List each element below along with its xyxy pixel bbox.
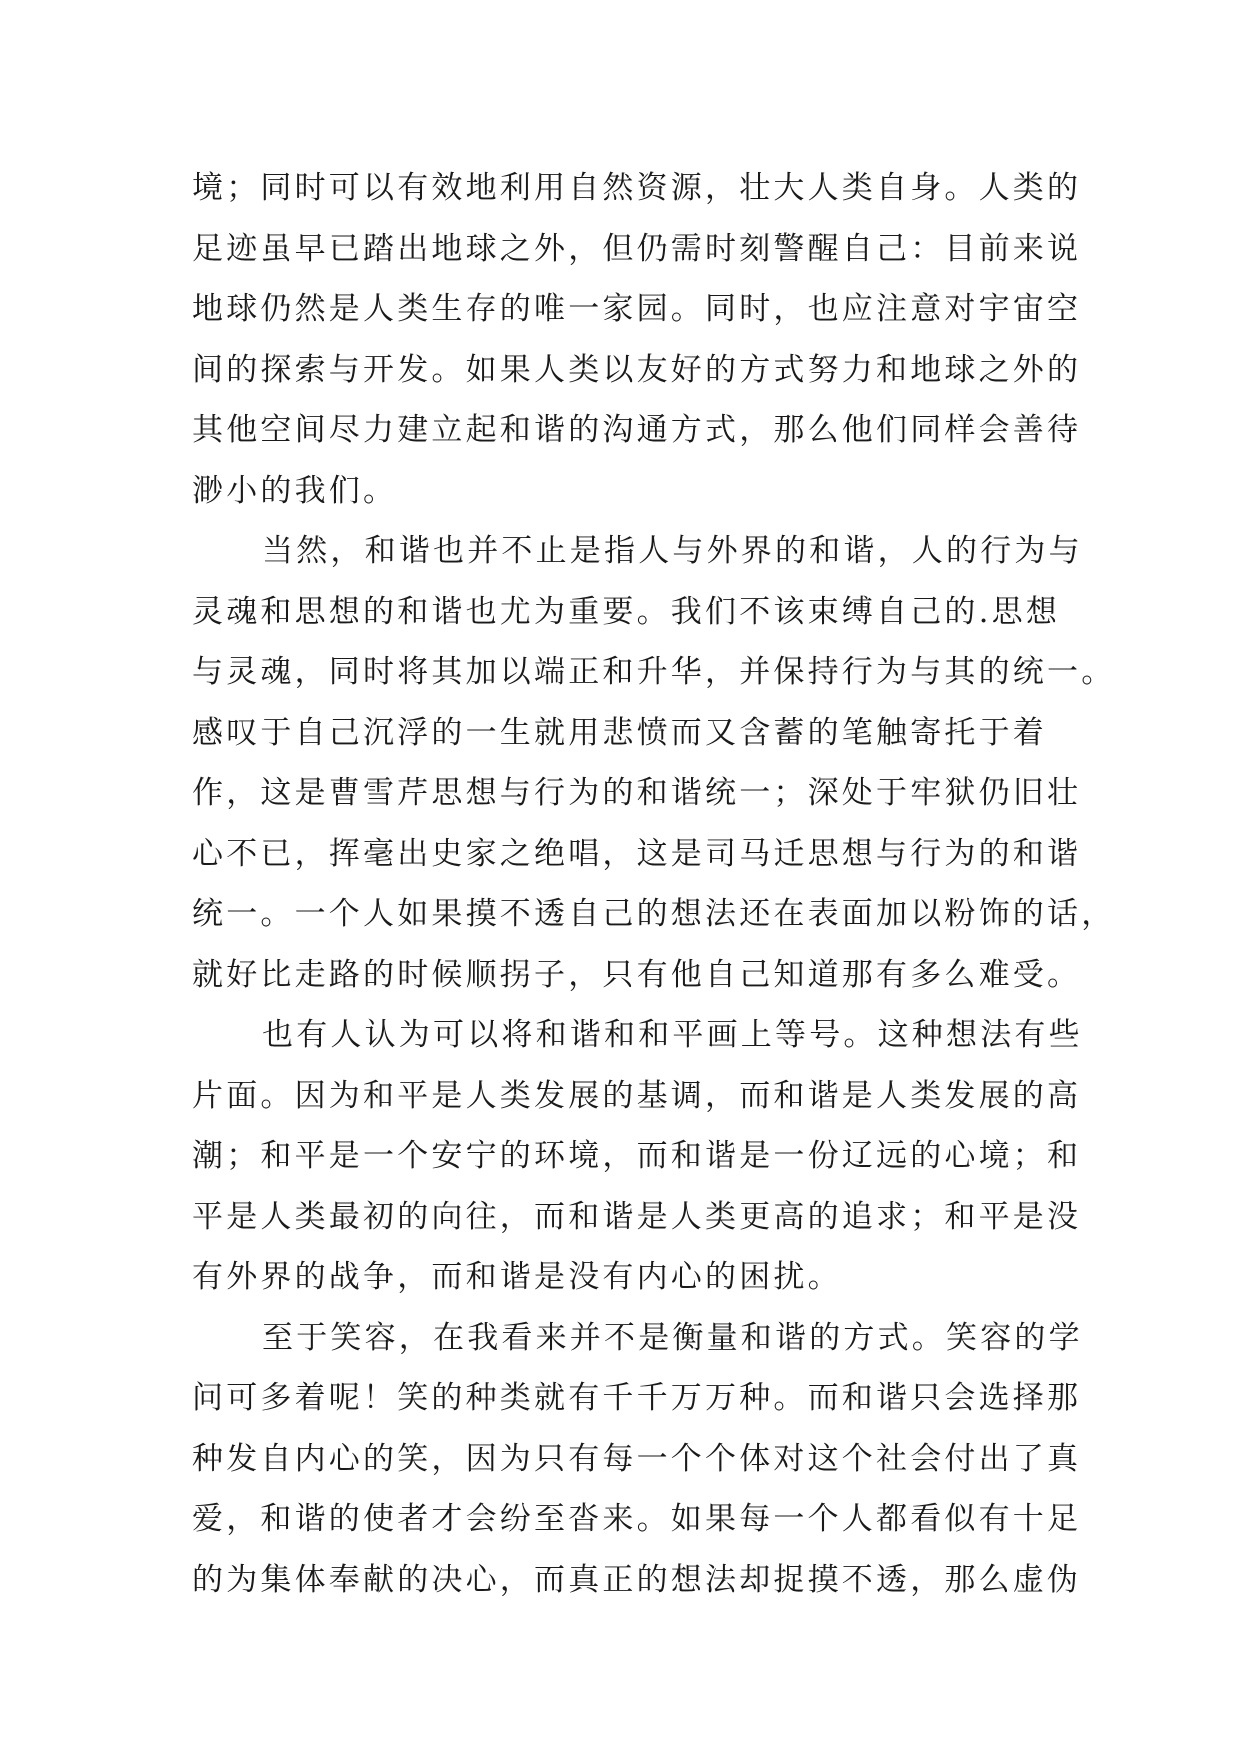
body-text (192, 158, 1116, 1610)
text-line: 统一。一个人如果摸不透自己的想法还在表面加以粉饰的话， (192, 896, 1116, 932)
paragraph-first-line: 至于笑容，在我看来并不是衡量和谐的方式。笑容的学 (262, 1319, 1083, 1356)
text-line: 有外界的战争，而和谐是没有内心的困扰。 (192, 1259, 842, 1295)
text-line: 渺小的我们。 (192, 472, 398, 509)
text-line: 地球仍然是人类生存的唯一家园。同时，也应注意对宇宙空 (192, 291, 1082, 327)
text-line: 境；同时可以有效地利用自然资源，壮大人类自身。人类的 (192, 170, 1082, 206)
text-line: 心不已，挥毫出史家之绝唱，这是司马迁思想与行为的和谐 (192, 835, 1082, 872)
text-line: 爱，和谐的使者才会纷至沓来。如果每一个人都看似有十足 (192, 1501, 1082, 1537)
text-line: 种发自内心的笑，因为只有每一个个体对这个社会付出了真 (192, 1440, 1082, 1477)
text-line: 问可多着呢！笑的种类就有千千万万种。而和谐只会选择那 (192, 1380, 1082, 1416)
text-line: 灵魂和思想的和谐也尤为重要。我们不该束缚自己的.思想 (192, 593, 1061, 630)
text-line: 片面。因为和平是人类发展的基调，而和谐是人类发展的高 (192, 1077, 1082, 1114)
paragraph-first-line: 当然，和谐也并不止是指人与外界的和谐，人的行为与 (262, 533, 1083, 569)
text-line: 间的探索与开发。如果人类以友好的方式努力和地球之外的 (192, 351, 1082, 388)
text-line: 的为集体奉献的决心，而真正的想法却捉摸不透，那么虚伪 (192, 1561, 1082, 1598)
text-line: 就好比走路的时候顺拐子，只有他自己知道那有多么难受。 (192, 956, 1082, 993)
text-line: 其他空间尽力建立起和谐的沟通方式，那么他们同样会善待 (192, 412, 1082, 448)
text-line: 平是人类最初的向往，而和谐是人类更高的追求；和平是没 (192, 1198, 1082, 1235)
text-line: 感叹于自己沉浮的一生就用悲愤而又含蓄的笔触寄托于着 (192, 714, 1047, 751)
paragraph-first-line: 也有人认为可以将和谐和和平画上等号。这种想法有些 (262, 1017, 1083, 1053)
text-line: 足迹虽早已踏出地球之外，但仍需时刻警醒自己：目前来说 (192, 230, 1082, 267)
text-line: 与灵魂，同时将其加以端正和升华，并保持行为与其的统一。 (192, 654, 1116, 690)
text-line: 作，这是曹雪芹思想与行为的和谐统一；深处于牢狱仍旧壮 (192, 775, 1082, 811)
text-line: 潮；和平是一个安宁的环境，而和谐是一份辽远的心境；和 (192, 1138, 1082, 1174)
